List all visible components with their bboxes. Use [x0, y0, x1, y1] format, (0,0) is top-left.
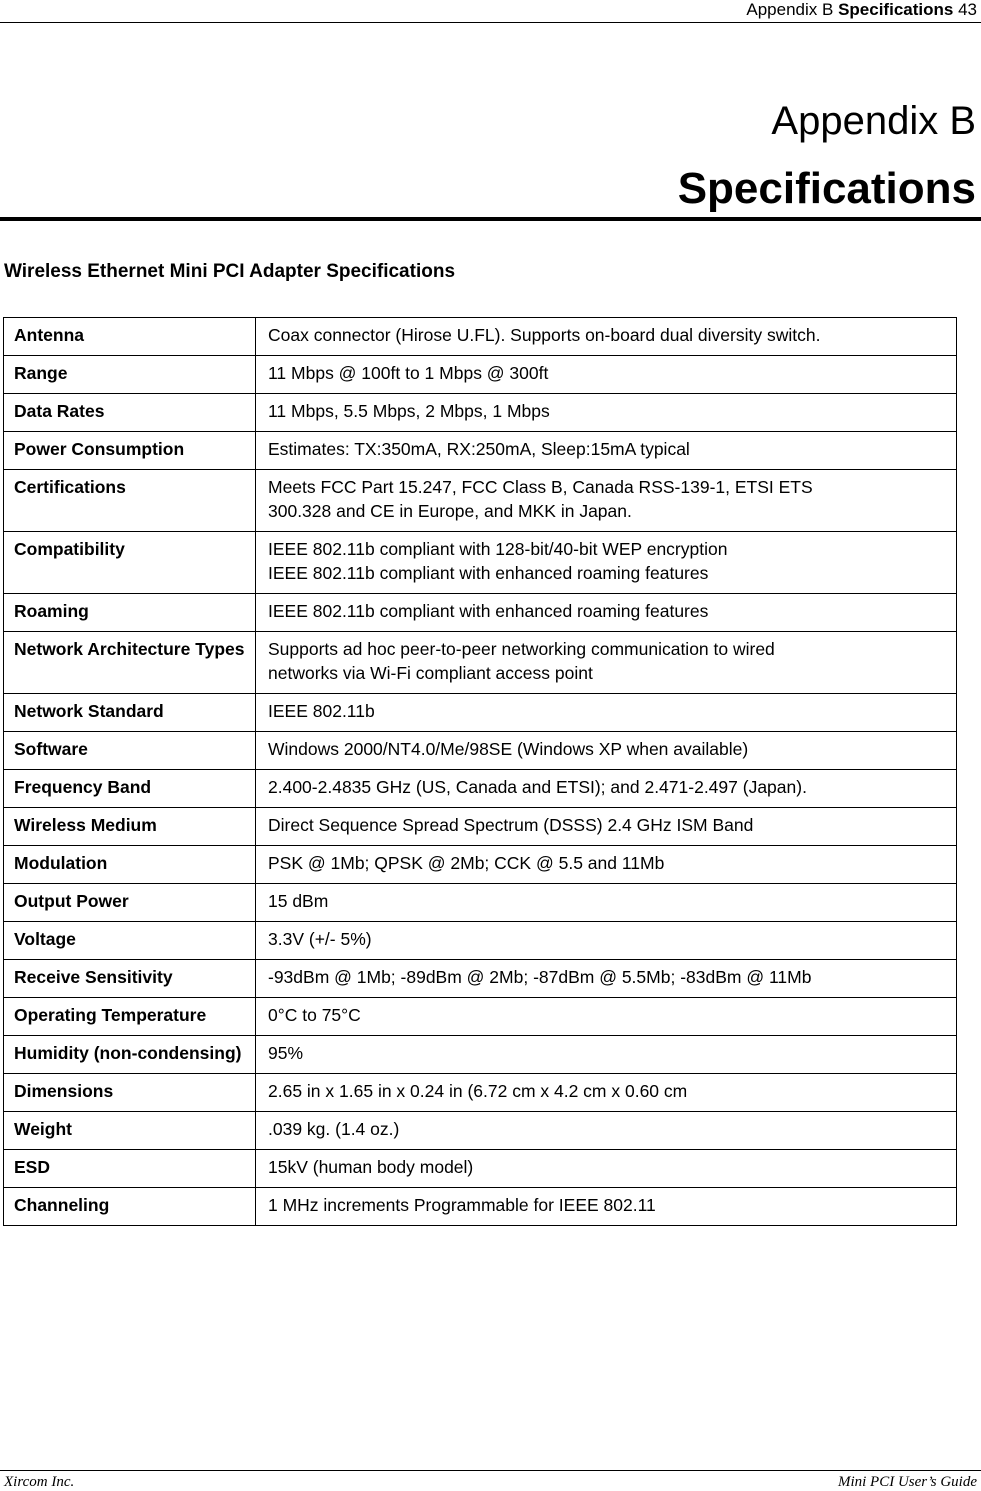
- spec-value-line: IEEE 802.11b: [268, 701, 375, 721]
- spec-label: Dimensions: [4, 1074, 256, 1112]
- spec-label: Output Power: [4, 884, 256, 922]
- spec-row: [4, 632, 957, 694]
- spec-value: [256, 1074, 957, 1112]
- spec-row: [4, 594, 957, 632]
- spec-label: Network Architecture Types: [4, 632, 256, 694]
- footer-rule: [0, 1470, 981, 1471]
- spec-value-line: IEEE 802.11b compliant with enhanced roaming features: [268, 563, 709, 583]
- spec-row: [4, 922, 957, 960]
- spec-value: [256, 432, 957, 470]
- spec-row: [4, 394, 957, 432]
- spec-value: [256, 394, 957, 432]
- spec-value-line: PSK @ 1Mb; QPSK @ 2Mb; CCK @ 5.5 and 11Mb: [268, 853, 665, 873]
- spec-value: [256, 1188, 957, 1226]
- spec-row: [4, 770, 957, 808]
- spec-value-line: 1 MHz increments Programmable for IEEE 802.11: [268, 1195, 656, 1215]
- spec-value: [256, 1112, 957, 1150]
- spec-label: Certifications: [4, 470, 256, 532]
- chapter-title: Specifications: [677, 164, 976, 213]
- spec-value-line: 15 dBm: [268, 891, 329, 911]
- spec-value: [256, 998, 957, 1036]
- spec-value: [256, 732, 957, 770]
- spec-value: [256, 318, 957, 356]
- spec-value-line: 2.65 in x 1.65 in x 0.24 in (6.72 cm x 4.2 cm x 0.60 cm: [268, 1081, 688, 1101]
- spec-value: [256, 356, 957, 394]
- spec-row: [4, 1112, 957, 1150]
- spec-row: [4, 998, 957, 1036]
- spec-value-line: -93dBm @ 1Mb; -89dBm @ 2Mb; -87dBm @ 5.5Mb; -83dBm @ 11Mb: [268, 967, 812, 987]
- spec-label: Operating Temperature: [4, 998, 256, 1036]
- spec-label: Range: [4, 356, 256, 394]
- spec-value-line: Meets FCC Part 15.247, FCC Class B, Canada RSS-139-1, ETSI ETS: [268, 477, 813, 497]
- spec-label: Data Rates: [4, 394, 256, 432]
- spec-value-line: 11 Mbps @ 100ft to 1 Mbps @ 300ft: [268, 363, 549, 383]
- spec-row: [4, 1074, 957, 1112]
- spec-value-line: 3.3V (+/- 5%): [268, 929, 372, 949]
- spec-row: [4, 1036, 957, 1074]
- spec-value-line: .039 kg. (1.4 oz.): [268, 1119, 400, 1139]
- spec-row: [4, 470, 957, 532]
- spec-value-line: 15kV (human body model): [268, 1157, 474, 1177]
- spec-label: Compatibility: [4, 532, 256, 594]
- spec-value-line: IEEE 802.11b compliant with enhanced roaming features: [268, 601, 709, 621]
- spec-value-line: IEEE 802.11b compliant with 128-bit/40-bit WEP encryption: [268, 539, 728, 559]
- spec-value: [256, 960, 957, 998]
- running-header-section: Specifications: [838, 0, 954, 19]
- spec-row: [4, 1150, 957, 1188]
- appendix-label: Appendix B: [771, 99, 976, 143]
- spec-label: Humidity (non-condensing): [4, 1036, 256, 1074]
- spec-row: [4, 1188, 957, 1226]
- spec-value-line: Supports ad hoc peer-to-peer networking communication to wired: [268, 639, 775, 659]
- spec-value: [256, 694, 957, 732]
- header-rule: [0, 22, 981, 23]
- section-title: Wireless Ethernet Mini PCI Adapter Specifications: [4, 261, 456, 282]
- spec-value: [256, 1036, 957, 1074]
- spec-value-line: 95%: [268, 1043, 304, 1063]
- spec-label: Roaming: [4, 594, 256, 632]
- spec-row: [4, 356, 957, 394]
- spec-value: [256, 632, 957, 694]
- spec-value: [256, 532, 957, 594]
- footer-company: Xircom Inc.: [4, 1474, 75, 1490]
- spec-value-line: Coax connector (Hirose U.FL). Supports on-board dual diversity switch.: [268, 325, 821, 345]
- spec-value: [256, 470, 957, 532]
- spec-row: [4, 846, 957, 884]
- spec-value-line: 0°C to 75°C: [268, 1005, 361, 1025]
- spec-label: Software: [4, 732, 256, 770]
- spec-value: [256, 594, 957, 632]
- page-number: 43: [958, 0, 977, 19]
- spec-label: Wireless Medium: [4, 808, 256, 846]
- running-header: [746, 0, 977, 19]
- spec-row: [4, 432, 957, 470]
- spec-label: Channeling: [4, 1188, 256, 1226]
- spec-label: Antenna: [4, 318, 256, 356]
- specifications-table: [3, 317, 957, 1226]
- spec-label: Weight: [4, 1112, 256, 1150]
- spec-row: [4, 884, 957, 922]
- spec-value: [256, 1150, 957, 1188]
- spec-row: [4, 808, 957, 846]
- spec-label: Power Consumption: [4, 432, 256, 470]
- spec-label: Receive Sensitivity: [4, 960, 256, 998]
- spec-value-line: Windows 2000/NT4.0/Me/98SE (Windows XP when available): [268, 739, 749, 759]
- footer-guide-title: Mini PCI User’s Guide: [837, 1474, 977, 1490]
- spec-label: Network Standard: [4, 694, 256, 732]
- spec-label: Modulation: [4, 846, 256, 884]
- spec-row: [4, 318, 957, 356]
- spec-value-line: 11 Mbps, 5.5 Mbps, 2 Mbps, 1 Mbps: [268, 401, 550, 421]
- spec-value-line: 300.328 and CE in Europe, and MKK in Japan.: [268, 501, 632, 521]
- running-header-prefix: Appendix B: [746, 0, 839, 19]
- spec-value-line: Direct Sequence Spread Spectrum (DSSS) 2.4 GHz ISM Band: [268, 815, 754, 835]
- spec-label: Voltage: [4, 922, 256, 960]
- spec-label: ESD: [4, 1150, 256, 1188]
- title-rule: [0, 217, 981, 221]
- spec-value: [256, 770, 957, 808]
- spec-value-line: 2.400-2.4835 GHz (US, Canada and ETSI); and 2.471-2.497 (Japan).: [268, 777, 807, 797]
- spec-value: [256, 922, 957, 960]
- spec-row: [4, 694, 957, 732]
- spec-row: [4, 532, 957, 594]
- spec-value: [256, 808, 957, 846]
- specifications-table-body: [4, 318, 957, 1226]
- spec-value-line: networks via Wi-Fi compliant access point: [268, 663, 593, 683]
- spec-value-line: Estimates: TX:350mA, RX:250mA, Sleep:15mA typical: [268, 439, 690, 459]
- spec-value: [256, 884, 957, 922]
- spec-row: [4, 960, 957, 998]
- spec-value: [256, 846, 957, 884]
- spec-row: [4, 732, 957, 770]
- spec-label: Frequency Band: [4, 770, 256, 808]
